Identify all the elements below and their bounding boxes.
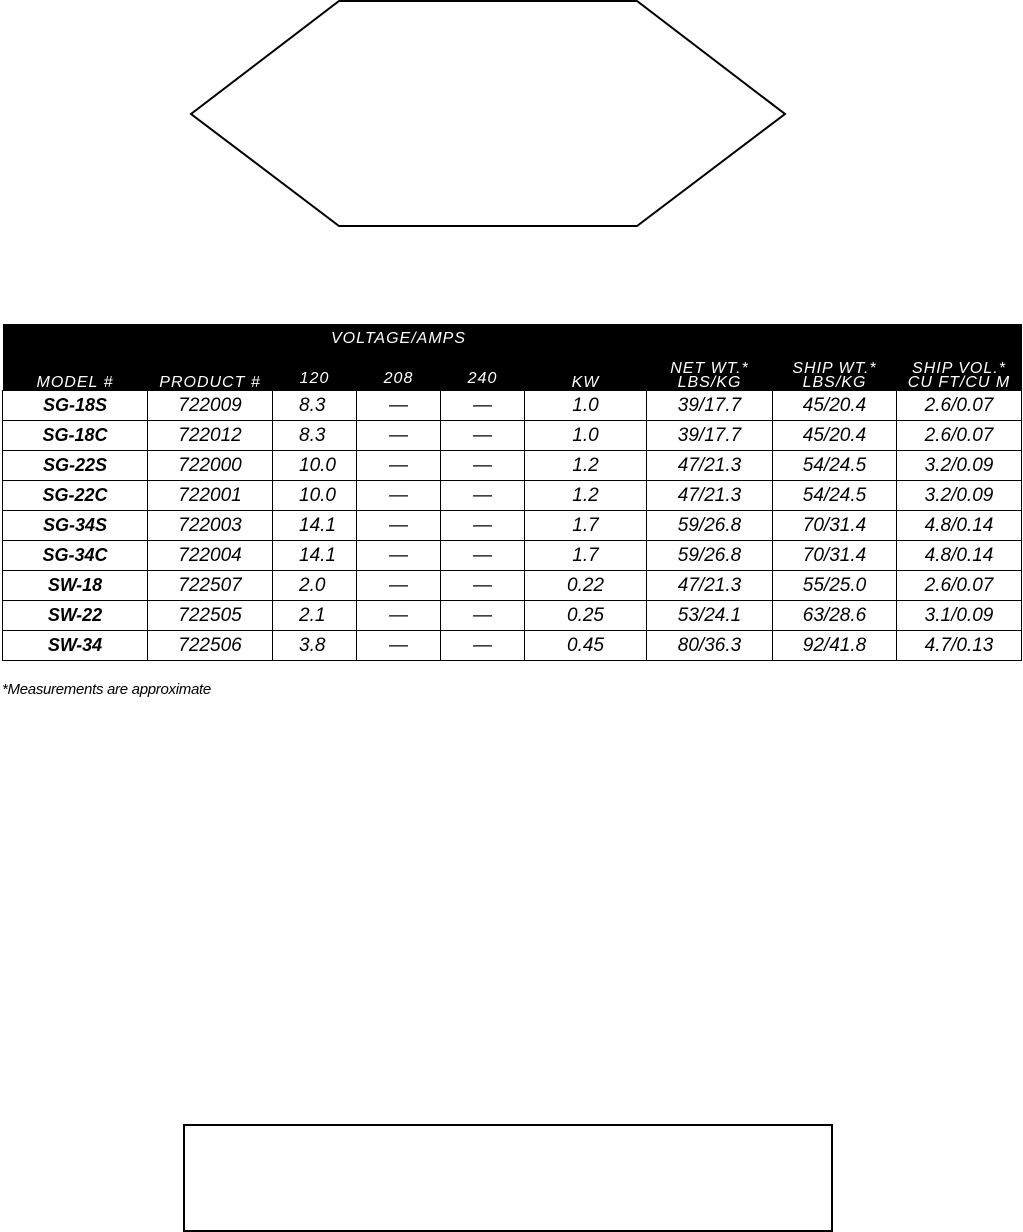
cell-v120: 10.0	[273, 481, 357, 511]
cell-kw: 1.0	[525, 391, 647, 421]
cell-product: 722506	[148, 631, 273, 661]
cell-v208: —	[357, 421, 441, 451]
cell-ship-wt: 70/31.4	[773, 541, 897, 571]
cell-v208: —	[357, 511, 441, 541]
cell-net-wt: 59/26.8	[647, 511, 773, 541]
cell-product: 722505	[148, 601, 273, 631]
cell-v240: —	[441, 511, 525, 541]
cell-ship-vol: 2.6/0.07	[897, 421, 1022, 451]
cell-net-wt: 47/21.3	[647, 451, 773, 481]
header-kw: KW	[525, 324, 647, 391]
cell-v240: —	[441, 541, 525, 571]
cell-ship-wt: 70/31.4	[773, 511, 897, 541]
cell-v240: —	[441, 391, 525, 421]
cell-ship-vol: 4.8/0.14	[897, 511, 1022, 541]
header-voltage-amps: VOLTAGE/AMPS	[273, 324, 525, 348]
cell-v208: —	[357, 541, 441, 571]
cell-ship-wt: 45/20.4	[773, 391, 897, 421]
cell-ship-vol: 3.2/0.09	[897, 451, 1022, 481]
cell-product: 722001	[148, 481, 273, 511]
cell-ship-wt: 92/41.8	[773, 631, 897, 661]
header-ship-vol-title: SHIP VOL.*	[912, 360, 1006, 377]
header-net-wt-unit: LBS/KG	[677, 374, 742, 391]
empty-box	[183, 1124, 833, 1232]
cell-v240: —	[441, 481, 525, 511]
cell-model: SG-18C	[3, 421, 148, 451]
cell-v120: 10.0	[273, 451, 357, 481]
cell-v120: 2.0	[273, 571, 357, 601]
cell-model: SG-34S	[3, 511, 148, 541]
table-row	[3, 391, 1022, 421]
header-ship-wt-title: SHIP WT.*	[792, 360, 877, 377]
cell-model: SW-18	[3, 571, 148, 601]
cell-ship-wt: 54/24.5	[773, 451, 897, 481]
cell-v120: 14.1	[273, 511, 357, 541]
cell-net-wt: 47/21.3	[647, 571, 773, 601]
cell-kw: 1.0	[525, 421, 647, 451]
cell-kw: 0.45	[525, 631, 647, 661]
cell-product: 722003	[148, 511, 273, 541]
cell-model: SW-22	[3, 601, 148, 631]
table-row	[3, 541, 1022, 571]
header-240: 240	[441, 348, 525, 391]
cell-kw: 0.22	[525, 571, 647, 601]
cell-ship-wt: 55/25.0	[773, 571, 897, 601]
cell-v208: —	[357, 601, 441, 631]
table-row	[3, 421, 1022, 451]
header-ship-wt-unit: LBS/KG	[802, 374, 867, 391]
header-product: PRODUCT #	[148, 324, 273, 391]
table-row	[3, 481, 1022, 511]
table-row	[3, 451, 1022, 481]
header-net-wt	[647, 324, 773, 391]
cell-model: SW-34	[3, 631, 148, 661]
cell-ship-wt: 63/28.6	[773, 601, 897, 631]
cell-ship-vol: 4.8/0.14	[897, 541, 1022, 571]
cell-model: SG-22C	[3, 481, 148, 511]
cell-product: 722009	[148, 391, 273, 421]
cell-product: 722004	[148, 541, 273, 571]
cell-model: SG-18S	[3, 391, 148, 421]
cell-ship-vol: 2.6/0.07	[897, 571, 1022, 601]
cell-v120: 14.1	[273, 541, 357, 571]
table-header-row	[3, 324, 1022, 348]
header-ship-wt	[773, 324, 897, 391]
cell-product: 722012	[148, 421, 273, 451]
cell-ship-wt: 54/24.5	[773, 481, 897, 511]
cell-product: 722000	[148, 451, 273, 481]
cell-v208: —	[357, 391, 441, 421]
cell-v208: —	[357, 451, 441, 481]
cell-net-wt: 59/26.8	[647, 541, 773, 571]
cell-net-wt: 39/17.7	[647, 421, 773, 451]
cell-kw: 0.25	[525, 601, 647, 631]
cell-net-wt: 53/24.1	[647, 601, 773, 631]
cell-v240: —	[441, 601, 525, 631]
table-row	[3, 601, 1022, 631]
footnote: *Measurements are approximate	[2, 681, 211, 698]
cell-net-wt: 80/36.3	[647, 631, 773, 661]
cell-net-wt: 39/17.7	[647, 391, 773, 421]
cell-ship-vol: 3.1/0.09	[897, 601, 1022, 631]
cell-model: SG-22S	[3, 451, 148, 481]
cell-v240: —	[441, 571, 525, 601]
cell-kw: 1.7	[525, 541, 647, 571]
cell-v208: —	[357, 631, 441, 661]
cell-ship-vol: 3.2/0.09	[897, 481, 1022, 511]
cell-ship-wt: 45/20.4	[773, 421, 897, 451]
header-model: MODEL #	[3, 324, 148, 391]
header-ship-vol	[897, 324, 1022, 391]
cell-v120: 2.1	[273, 601, 357, 631]
cell-v208: —	[357, 571, 441, 601]
cell-product: 722507	[148, 571, 273, 601]
cell-ship-vol: 2.6/0.07	[897, 391, 1022, 421]
cell-v120: 8.3	[273, 391, 357, 421]
cell-v120: 8.3	[273, 421, 357, 451]
cell-net-wt: 47/21.3	[647, 481, 773, 511]
cell-kw: 1.2	[525, 481, 647, 511]
cell-kw: 1.7	[525, 511, 647, 541]
header-ship-vol-unit: CU FT/CU M	[907, 374, 1011, 391]
cell-v120: 3.8	[273, 631, 357, 661]
table-row	[3, 511, 1022, 541]
cell-v240: —	[441, 451, 525, 481]
hexagon-outline	[188, 0, 788, 230]
spec-table	[2, 324, 1022, 661]
cell-v208: —	[357, 481, 441, 511]
cell-ship-vol: 4.7/0.13	[897, 631, 1022, 661]
table-row	[3, 631, 1022, 661]
header-net-wt-title: NET WT.*	[670, 360, 749, 377]
table-row	[3, 571, 1022, 601]
header-208: 208	[357, 348, 441, 391]
cell-v240: —	[441, 421, 525, 451]
cell-v240: —	[441, 631, 525, 661]
cell-model: SG-34C	[3, 541, 148, 571]
cell-kw: 1.2	[525, 451, 647, 481]
header-120: 120	[273, 348, 357, 391]
